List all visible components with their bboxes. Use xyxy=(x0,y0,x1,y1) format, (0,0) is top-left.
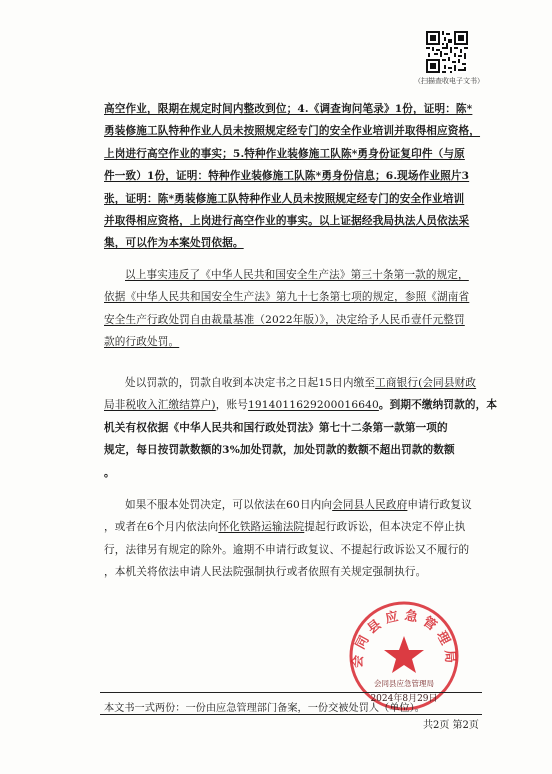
appeal-text: 如果不服本处罚决定，可以依法在60日内向 xyxy=(125,499,333,511)
seal-star-icon xyxy=(384,636,424,673)
payment-text: 处以罚款的，罚款自收到本决定书之日起15日内缴至 xyxy=(125,377,376,389)
review-authority: 会同县人民政府 xyxy=(332,499,408,511)
appeal-line-4: ，本机关将依法申请人民法院强制执行或者依照有关规定强制执行。 xyxy=(104,566,427,579)
payment-line-2 xyxy=(104,394,498,416)
evidence-paragraph xyxy=(104,98,480,255)
seal-ring-text: 会同县应急管理局 xyxy=(350,608,458,669)
appeal-text: 提起行政诉讼，但本决定不停止执 xyxy=(304,521,466,534)
footer-rule-bottom xyxy=(100,714,482,715)
footer-rule-top xyxy=(100,692,482,693)
court-name: 怀化铁路运输法院 xyxy=(218,521,305,534)
seal-inner-text: 会同县应急管理局 xyxy=(374,679,434,688)
official-seal xyxy=(348,600,460,712)
evidence-line: 件一致）1份，证明：特种作业装修施工队陈*勇身份信息；6.现场作业照片3 xyxy=(104,170,470,183)
footer-note: 本文书一式两份：一份由应急管理部门备案，一份交被处罚人（单位）。 xyxy=(104,703,425,714)
qr-code-icon[interactable] xyxy=(426,31,468,73)
appeal-text: 申请行政复议 xyxy=(407,499,472,511)
payment-line-1 xyxy=(104,372,480,394)
qr-caption: （扫描查收电子文书） xyxy=(414,77,484,85)
payment-line-5: 。 xyxy=(104,466,115,479)
appeal-text: ，或者在6个月内依法向 xyxy=(104,521,219,534)
account-number: 1914011629200016640 xyxy=(247,399,379,412)
evidence-line: 高空作业，限期在规定时间内整改到位；4.《调查询问笔录》1份，证明：陈* xyxy=(104,103,473,115)
payment-text: 。到期不缴纳罚款的，本 xyxy=(378,399,498,412)
basis-line: 安全生产行政处罚自由裁量基准（2022年版）》，决定给予人民币壹仟元整罚 xyxy=(104,313,465,326)
basis-line: 依据《中华人民共和国安全生产法》第九十七条第七项的规定，参照《湖南省 xyxy=(104,291,470,304)
bank-account-name: 局非税收入汇缴结算户) xyxy=(104,399,216,412)
payment-paragraph xyxy=(104,372,498,484)
payment-line-3: 机关有权依据《中华人民共和国行政处罚法》第七十二条第一款第一项的 xyxy=(104,421,448,434)
evidence-line: 上岗进行高空作业的事实；5.特种作业装修施工队陈*勇身份证复印件（与原 xyxy=(104,147,465,160)
basis-line: 款的行政处罚。 xyxy=(104,336,180,349)
appeal-line-3: 行，法律另有规定的除外。逾期不申请行政复议、不提起行政诉讼又不履行的 xyxy=(104,543,470,556)
basis-line: 以上事实违反了《中华人民共和国安全生产法》第三十条第一款的规定， xyxy=(125,269,469,281)
seal-date: 2024年8月29日 xyxy=(370,694,438,704)
payment-text: ，账号 xyxy=(215,399,248,412)
legal-basis-paragraph xyxy=(104,264,480,354)
appeal-paragraph xyxy=(104,494,480,584)
bank-name: 工商银行(会同县财政 xyxy=(375,377,477,389)
evidence-line: 集，可以作为本案处罚依据。 xyxy=(104,237,244,250)
payment-line-4: 规定，每日按罚款数额的3%加处罚款，加处罚款的数额不超出罚款的数额 xyxy=(104,444,455,457)
evidence-line: 勇装修施工队特种作业人员未按照规定经专门的安全作业培训并取得相应资格， xyxy=(104,125,481,138)
evidence-line: 张，证明：陈*勇装修施工队特种作业人员未按照规定经专门的安全作业培训 xyxy=(104,192,465,205)
appeal-line-1 xyxy=(104,494,480,516)
evidence-line: 并取得相应资格，上岗进行高空作业的事实。以上证据经我局执法人员依法采 xyxy=(104,214,470,227)
appeal-line-2 xyxy=(104,516,480,538)
page-number: 共2页 第2页 xyxy=(423,720,479,731)
